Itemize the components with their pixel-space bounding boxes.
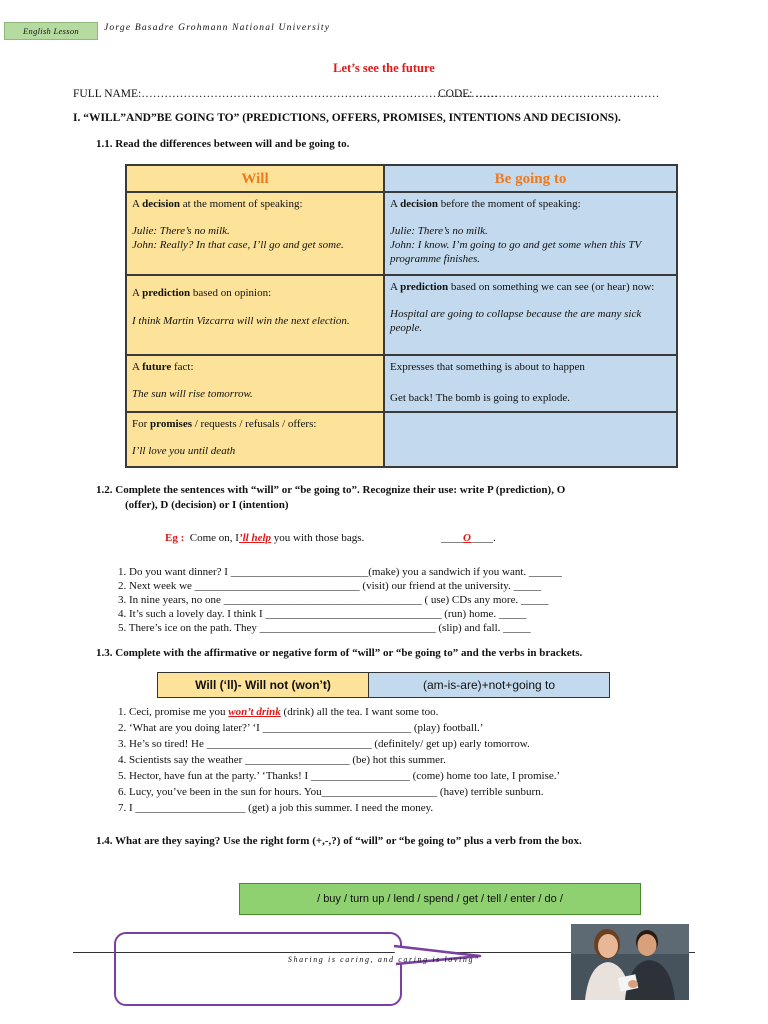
exercise-1-2-item: 2. Next week we ______________________________ (visit) our friend at the university. _____: [118, 580, 542, 592]
exercise-1-3-item: 5. Hector, have fun at the party.’ ‘Thanks! I __________________ (come) home too late, I promise.’: [118, 770, 561, 782]
going-decision-cell: A decision before the moment of speaking: Julie: There’s no milk. John: I know. I’m going to go and get some when this TV programme finishes.: [384, 192, 677, 275]
heading-1-2-line2: (offer), D (decision) or I (intention): [125, 499, 289, 511]
exercise-1-3-item: 1. Ceci, promise me you won’t drink (drink) all the tea. I want some too.: [118, 706, 439, 718]
will-decision-cell: A decision at the moment of speaking: Julie: There’s no milk. John: Really? In that case, I’ll go and get some.: [126, 192, 384, 275]
exercise-1-2-item: 3. In nine years, no one ____________________________________ ( use) CDs any more. _____: [118, 594, 549, 606]
verb-box: / buy / turn up / lend / spend / get / tell / enter / do /: [239, 883, 641, 915]
heading-1-3: 1.3. Complete with the affirmative or negative form of “will” or “be going to” and the verbs in brackets.: [96, 647, 583, 659]
will-vs-going-to-table: [125, 164, 678, 468]
section-title: I. “WILL”AND”BE GOING TO” (PREDICTIONS, OFFERS, PROMISES, INTENTIONS AND DECISIONS).: [73, 112, 621, 124]
students-photo: [571, 924, 689, 1000]
exercise-1-3-item: 3. He’s so tired! He ______________________________ (definitely/ get up) early tomorrow.: [118, 738, 530, 750]
will-header: Will: [126, 165, 384, 192]
heading-1-4: 1.4. What are they saying? Use the right form (+,-,?) of “will” or “be going to” plus a verb from the box.: [96, 835, 582, 847]
exercise-1-3-item: 6. Lucy, you’ve been in the sun for hours. You_____________________ (have) terrible sunburn.: [118, 786, 544, 798]
full-name-field: FULL NAME:…………………………………………………………………………………: [73, 88, 498, 100]
exercise-1-2-item: 1. Do you want dinner? I _________________________(make) you a sandwich if you want. ______: [118, 566, 562, 578]
going-empty-cell: [384, 412, 677, 467]
example-sentence: Eg : Come on, I’ll help you with those bags.: [165, 532, 365, 544]
lesson-badge: English Lesson: [4, 22, 98, 40]
exercise-1-3-item: 7. I ____________________ (get) a job this summer. I need the money.: [118, 802, 434, 814]
will-future-fact-cell: A future fact: The sun will rise tomorrow.: [126, 355, 384, 412]
going-to-forms-label: (am-is-are)+not+going to: [369, 673, 609, 697]
page-title: Let’s see the future: [333, 61, 435, 75]
heading-1-1: 1.1. Read the differences between will and be going to.: [96, 138, 350, 150]
exercise-1-2-item: 4. It’s such a lovely day. I think I ________________________________ (run) home. _____: [118, 608, 527, 620]
going-to-header: Be going to: [384, 165, 677, 192]
university-name: Jorge Basadre Grohmann National University: [104, 23, 331, 33]
exercise-1-3-item: 4. Scientists say the weather ___________________ (be) hot this summer.: [118, 754, 446, 766]
example-answer: ____O____.: [441, 532, 496, 544]
heading-1-2-line1: 1.2. Complete the sentences with “will” or “be going to”. Recognize their use: write P (prediction), O: [96, 484, 566, 496]
exercise-1-3-item: 2. ‘What are you doing later?’ ‘I ___________________________ (play) football.’: [118, 722, 484, 734]
code-field: CODE: …………………………………………: [438, 88, 660, 100]
forms-box: [157, 672, 610, 698]
will-forms-label: Will (‘ll)- Will not (won’t): [158, 673, 369, 697]
going-about-to-happen-cell: Expresses that something is about to happen Get back! The bomb is going to explode.: [384, 355, 677, 412]
going-prediction-cell: A prediction based on something we can see (or hear) now: Hospital are going to collapse because the are many sick people.: [384, 275, 677, 355]
exercise-1-2-item: 5. There’s ice on the path. They ________________________________ (slip) and fall. _____: [118, 622, 531, 634]
will-prediction-cell: A prediction based on opinion: I think Martin Vizcarra will win the next election.: [126, 275, 384, 355]
footer-quote: Sharing is caring, and caring is loving”: [287, 955, 481, 964]
will-promises-cell: For promises / requests / refusals / offers: I’ll love you until death: [126, 412, 384, 467]
speech-bubble: [114, 932, 402, 1006]
